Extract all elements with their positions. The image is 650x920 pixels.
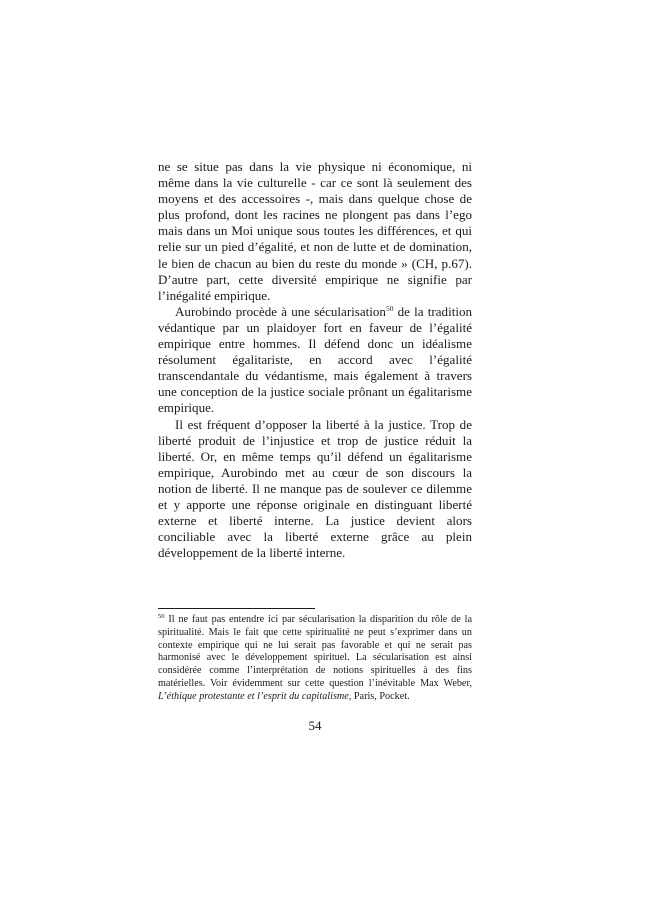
footnote-separator	[158, 608, 315, 609]
page-number: 54	[308, 718, 322, 733]
footnote-text: Il ne faut pas entendre ici par sécularisation la disparition du rôle de la spiritualité. Mais le fait que cette spiritualité ne peut s’exprimer dans un contexte empirique qui ne lui serait pas favorable et qui ne serait pas harmonisé avec le développement spirituel. La sécularisation est ainsi considérée comme l’interprétation de notions spirituelles à des fins matérielles. Voir évidemment sur cette question l’inévitable Max Weber,	[158, 614, 472, 689]
footnote	[158, 614, 472, 704]
footnote-reference[interactable]: 50	[385, 303, 394, 313]
paragraph-1: ne se situe pas dans la vie physique ni économique, ni même dans la vie culturelle - car ce sont là seulement des moyens et des accessoires -, mais dans quelque chose de plus profond, dont les racines ne plongent pas dans l’ego mais dans un Moi unique sous toutes les différences, et qui relie sur un pied d’égalité, et non de lutte et de domination, le bien de chacun au bien du reste du monde » (CH, p.67). D’autre part, cette diversité empirique ne signifie par l’inégalité empirique.	[158, 159, 472, 303]
footnote-number: 50	[158, 613, 165, 620]
main-text	[158, 159, 472, 561]
paragraph-2-start: Aurobindo procède à une sécularisation	[175, 303, 386, 319]
paragraph-2-rest: de la tradition védantique par un plaidoyer fort en faveur de l’égalité empirique entre hommes. Il défend donc un idéalisme résolument égalitariste, en accord avec l’égalité transcendantale du védantisme, mais également à travers une conception de la justice sociale prônant un égalitarisme empirique.	[158, 303, 472, 416]
footnote-paragraph	[158, 614, 472, 704]
footnote-text-end: , Paris, Pocket.	[348, 690, 410, 702]
footnote-book-title: L’éthique protestante et l’esprit du capitalisme	[158, 690, 349, 702]
paragraph-3: Il est fréquent d’opposer la liberté à la justice. Trop de liberté produit de l’injustice et trop de justice réduit la liberté. Or, en même temps qu’il défend un égalitarisme empirique, Aurobindo met au cœur de son discours la notion de liberté. Il ne manque pas de soulever ce dilemme et y apporte une réponse originale en distinguant liberté externe et liberté interne. La justice devient alors conciliable avec la liberté externe grâce au plein développement de la liberté interne.	[158, 416, 472, 561]
paragraph-2	[158, 304, 472, 417]
